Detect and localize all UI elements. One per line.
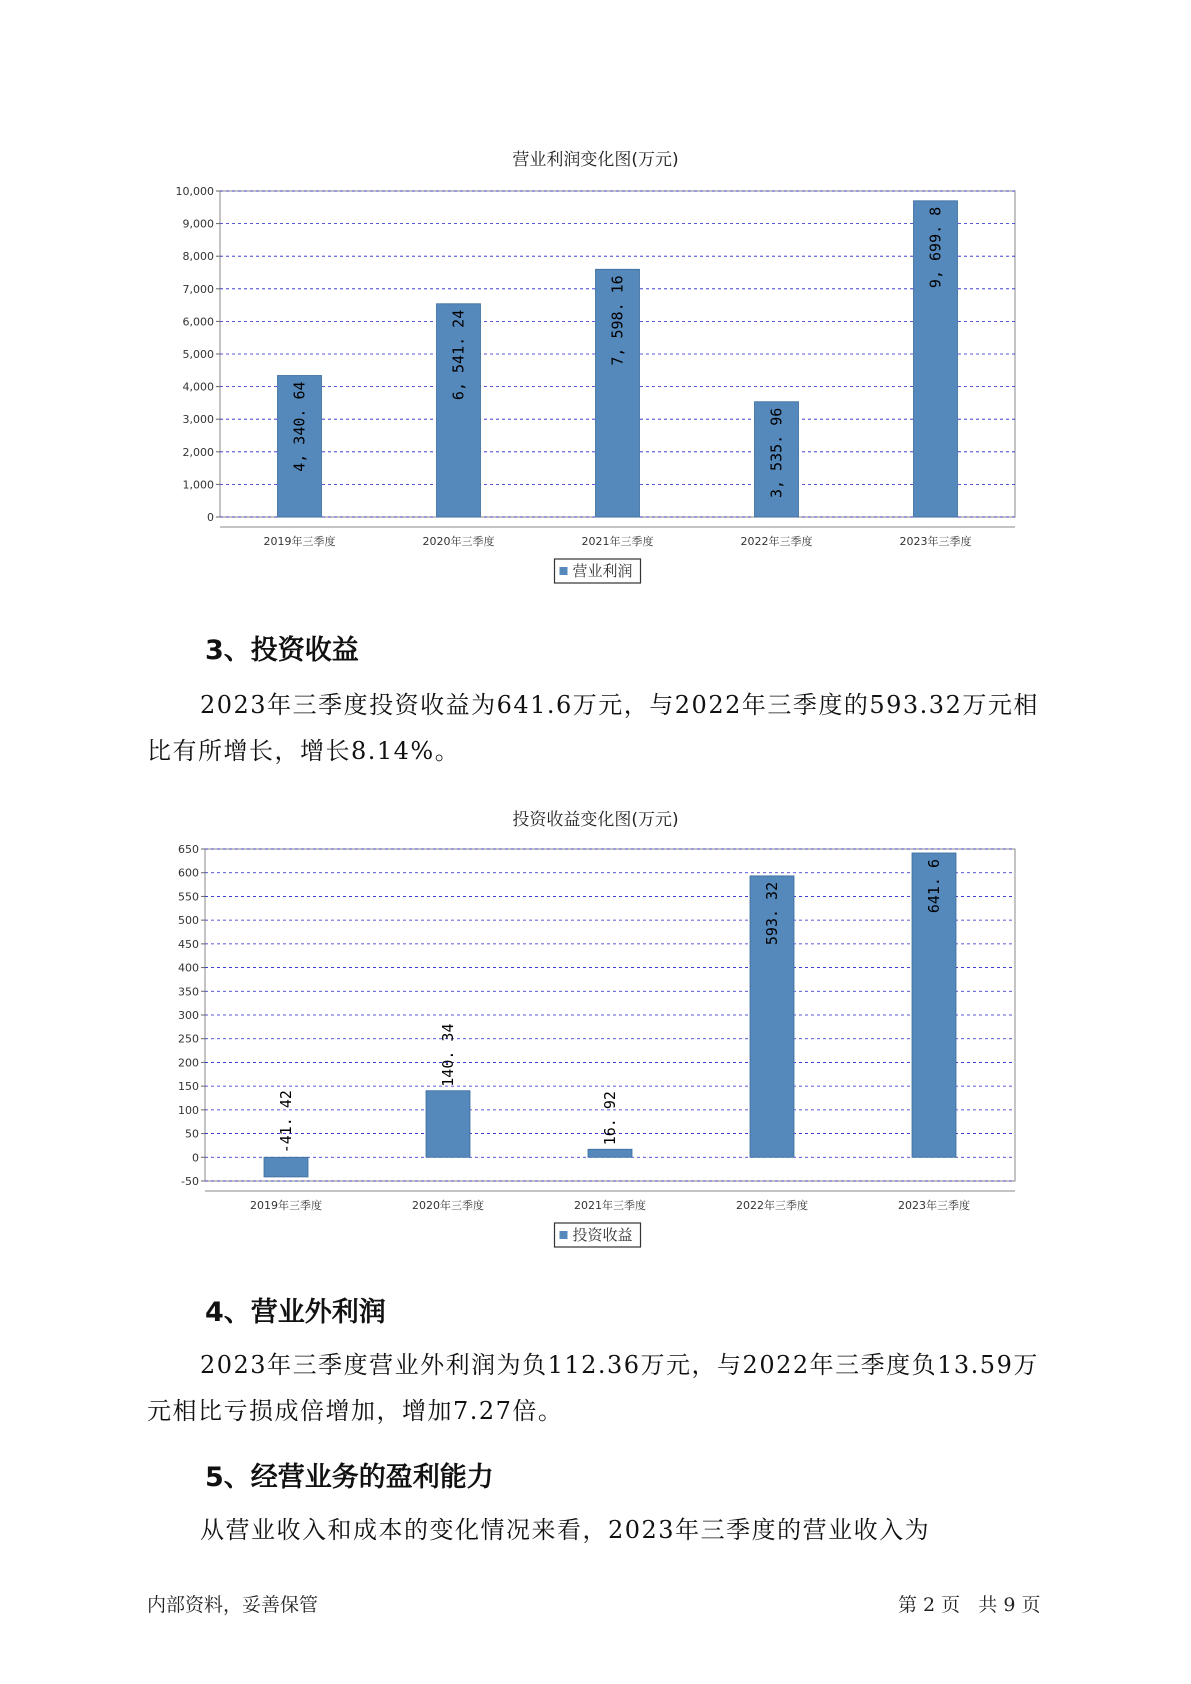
legend-label: 投资收益: [572, 1226, 633, 1244]
y-tick-label: 6,000: [182, 315, 214, 329]
bar-value-label: 6, 541. 24: [449, 309, 468, 401]
y-tick-label: 400: [178, 961, 199, 975]
y-tick-label: 300: [178, 1009, 199, 1022]
y-tick-label: 9,000: [182, 217, 214, 231]
investment-income-paragraph: [147, 682, 1057, 774]
y-tick-label: 600: [178, 866, 199, 880]
bar-value-label: 7, 598. 16: [608, 275, 627, 366]
paragraph-line: 比有所增长，增长8.14%。: [147, 737, 461, 765]
footer-page-number: 第 2 页 共 9 页: [898, 1594, 1041, 1616]
chart-title-operating-profit: 营业利润变化图(万元): [512, 150, 679, 170]
y-tick-label: 200: [178, 1056, 199, 1070]
x-tick-label: 2019年三季度: [263, 535, 336, 548]
y-tick-label: 0: [207, 511, 214, 524]
paragraph-line: 元相比亏损成倍增加，增加7.27倍。: [147, 1397, 564, 1425]
bar-value-label: 4, 340. 64: [290, 381, 309, 472]
non-operating-profit-paragraph: [147, 1342, 1057, 1434]
x-tick-label: 2020年三季度: [412, 1199, 484, 1212]
paragraph-line: 2023年三季度营业外利润为负112.36万元，与2022年三季度负13.59万: [200, 1351, 1039, 1379]
bar-value-label: 140. 34: [439, 1023, 457, 1087]
y-tick-label: 450: [178, 937, 199, 951]
x-tick-label: 2019年三季度: [250, 1199, 322, 1212]
bar: [588, 1149, 632, 1157]
y-tick-label: 4,000: [182, 380, 214, 394]
y-tick-label: -50: [181, 1175, 199, 1188]
y-tick-label: 0: [192, 1151, 199, 1165]
section-heading-non-operating-profit: 4、营业外利润: [205, 1297, 386, 1328]
bar-value-label: 16. 92: [601, 1091, 619, 1146]
x-tick-label: 2021年三季度: [574, 1199, 646, 1212]
bar-value-label: 3, 535. 96: [767, 407, 786, 499]
paragraph-line: 2023年三季度投资收益为641.6万元，与2022年三季度的593.32万元相: [200, 691, 1039, 719]
y-tick-label: 1,000: [182, 478, 214, 492]
bar: [426, 1091, 470, 1158]
x-tick-label: 2022年三季度: [736, 1199, 808, 1212]
paragraph-line: 从营业收入和成本的变化情况来看，2023年三季度的营业收入为: [200, 1516, 931, 1544]
legend-label: 营业利润: [572, 562, 633, 580]
chart-title-investment-income: 投资收益变化图(万元): [512, 810, 679, 830]
bar-value-label: 641. 6: [925, 858, 943, 914]
y-tick-label: 8,000: [182, 250, 214, 264]
y-tick-label: 350: [178, 985, 199, 999]
y-tick-label: 7,000: [182, 282, 214, 296]
y-tick-label: 500: [178, 914, 199, 928]
bar-value-label: -41. 42: [277, 1090, 295, 1154]
footer-confidential-note: 内部资料，妥善保管: [147, 1594, 319, 1616]
bar-value-label: 593. 32: [763, 881, 781, 946]
y-tick-label: 250: [178, 1032, 199, 1046]
legend-swatch: [560, 567, 568, 575]
bar: [264, 1157, 308, 1177]
investment-income-chart: [0, 835, 1191, 1255]
x-tick-label: 2021年三季度: [581, 535, 654, 548]
operating-profit-chart: [0, 175, 1191, 595]
section-heading-profitability: 5、经营业务的盈利能力: [205, 1462, 494, 1493]
x-tick-label: 2020年三季度: [422, 535, 495, 548]
profitability-paragraph: [147, 1507, 1057, 1553]
y-tick-label: 550: [178, 890, 199, 904]
y-tick-label: 2,000: [182, 445, 214, 459]
x-tick-label: 2023年三季度: [898, 1199, 970, 1212]
y-tick-label: 100: [178, 1103, 199, 1117]
y-tick-label: 3,000: [182, 413, 214, 427]
x-tick-label: 2022年三季度: [740, 535, 813, 548]
y-tick-label: 150: [178, 1080, 199, 1094]
y-tick-label: 50: [185, 1127, 199, 1141]
y-tick-label: 10,000: [175, 185, 214, 198]
x-tick-label: 2023年三季度: [899, 535, 972, 548]
legend-swatch: [560, 1231, 568, 1239]
bar-value-label: 9, 699. 8: [926, 206, 945, 289]
y-tick-label: 650: [178, 843, 199, 856]
y-tick-label: 5,000: [182, 348, 214, 361]
section-heading-investment-income: 3、投资收益: [205, 635, 359, 666]
